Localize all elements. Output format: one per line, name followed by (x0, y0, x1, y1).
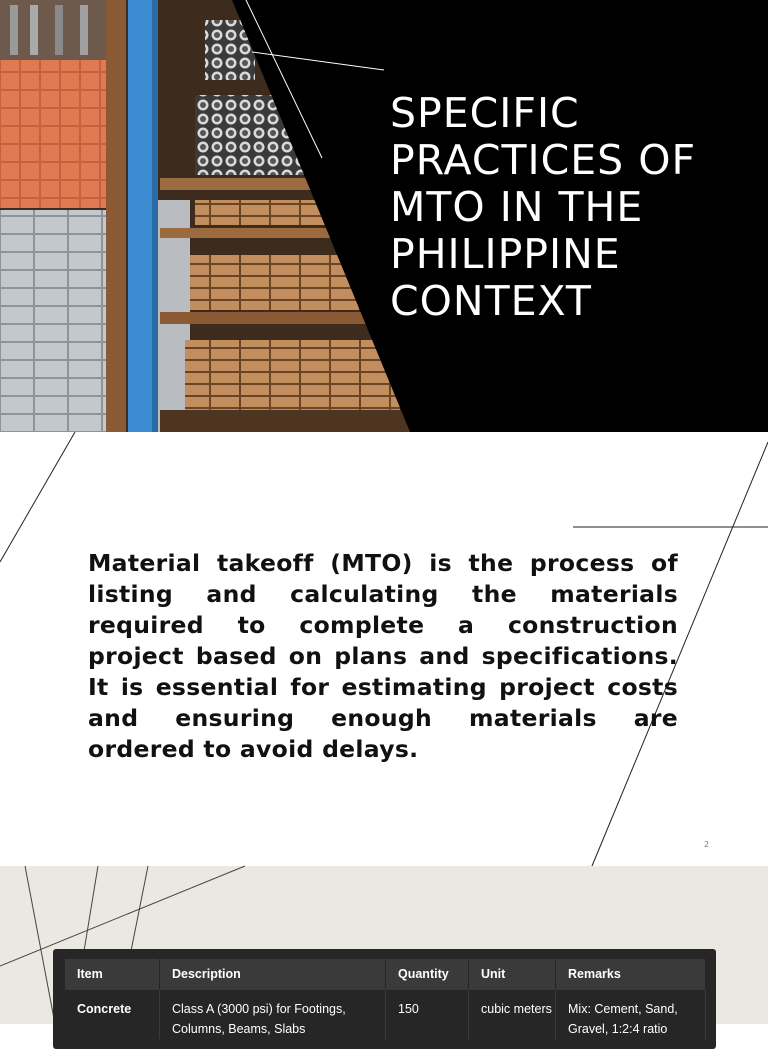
materials-table (65, 959, 706, 1039)
table-header-row (65, 959, 706, 990)
header-quantity: Quantity (386, 959, 469, 990)
header-item: Item (65, 959, 160, 990)
header-description: Description (160, 959, 386, 990)
table-row (65, 990, 706, 1040)
cell-remarks: Mix: Cement, Sand, Gravel, 1:2:4 ratio (556, 990, 706, 1040)
materials-table-container (53, 949, 716, 1049)
cell-description: Class A (3000 psi) for Footings, Columns, Beams, Slabs (160, 990, 386, 1040)
header-remarks: Remarks (556, 959, 706, 990)
slide-title: SPECIFIC PRACTICES OF MTO IN THE PHILIPPINE CONTEXT (390, 89, 697, 325)
title-slide (0, 0, 768, 432)
cell-unit: cubic meters (469, 990, 556, 1040)
cell-quantity: 150 (386, 990, 469, 1040)
definition-slide (0, 432, 768, 866)
materials-table-slide (0, 866, 768, 1036)
mto-definition-text: Material takeoff (MTO) is the process of listing and calculating the materials required to complete a construction project based on plans and specifications. It is essential for estimating project costs and ensuring enough materials are ordered to avoid delays. (88, 549, 678, 763)
header-unit: Unit (469, 959, 556, 990)
page-number: 2 (704, 840, 710, 849)
cell-item: Concrete (65, 990, 160, 1040)
